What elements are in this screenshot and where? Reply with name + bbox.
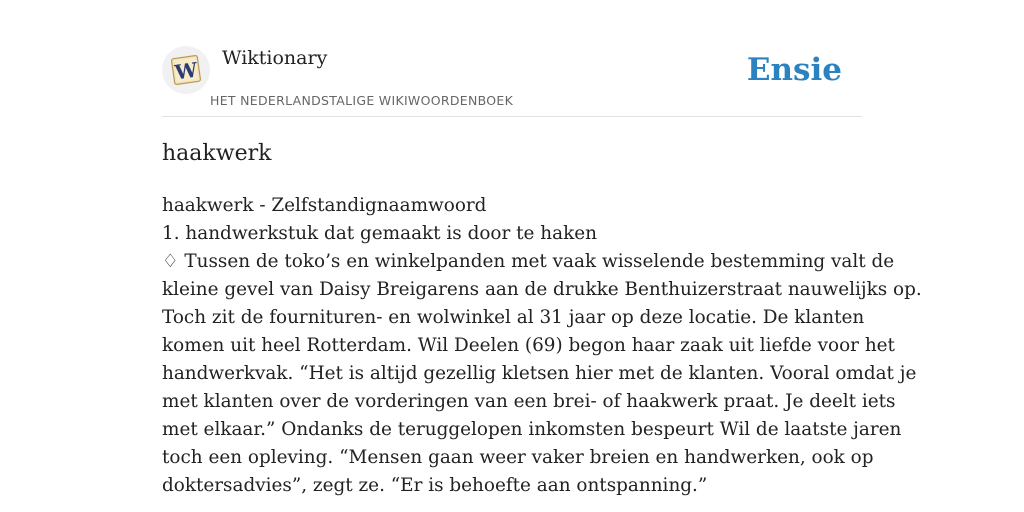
example-line: doktersadvies”, zegt ze. “Er is behoefte aan ontspanning.” <box>162 475 708 496</box>
svg-text:W: W <box>173 57 199 85</box>
example-line: ♢ Tussen de toko’s en winkelpanden met vaak wisselende bestemming valt de <box>162 251 895 272</box>
example-line: met elkaar.” Ondanks de teruggelopen inkomsten bespeurt Wil de laatste jaren <box>162 419 902 440</box>
site-name[interactable]: Wiktionary <box>222 47 328 69</box>
example-line: toch een opleving. “Mensen gaan weer vaker breien en handwerken, ook op <box>162 447 874 468</box>
example-line: komen uit heel Rotterdam. Wil Deelen (69) begon haar zaak uit liefde voor het <box>162 335 895 356</box>
site-tagline: HET NEDERLANDSTALIGE WIKIWOORDENBOEK <box>210 93 514 108</box>
wiktionary-logo-icon[interactable] <box>162 46 210 94</box>
example-line: kleine gevel van Daisy Breigarens aan de drukke Benthuizerstraat nauwelijks op. <box>162 279 922 300</box>
entry-content <box>162 192 922 500</box>
entry-heading: haakwerk - Zelfstandignaamwoord <box>162 195 487 216</box>
example-line: Toch zit de fournituren- en wolwinkel al 31 jaar op deze locatie. De klanten <box>162 307 865 328</box>
ensie-brand-logo[interactable]: Ensie <box>746 52 842 88</box>
entry-definition: 1. handwerkstuk dat gemaakt is door te haken <box>162 223 597 244</box>
page-title: haakwerk <box>162 141 272 166</box>
example-line: handwerkvak. “Het is altijd gezellig kletsen hier met de klanten. Vooral omdat je <box>162 363 917 384</box>
site-header <box>162 40 862 117</box>
example-line: met klanten over de vorderingen van een brei- of haakwerk praat. Je deelt iets <box>162 391 896 412</box>
